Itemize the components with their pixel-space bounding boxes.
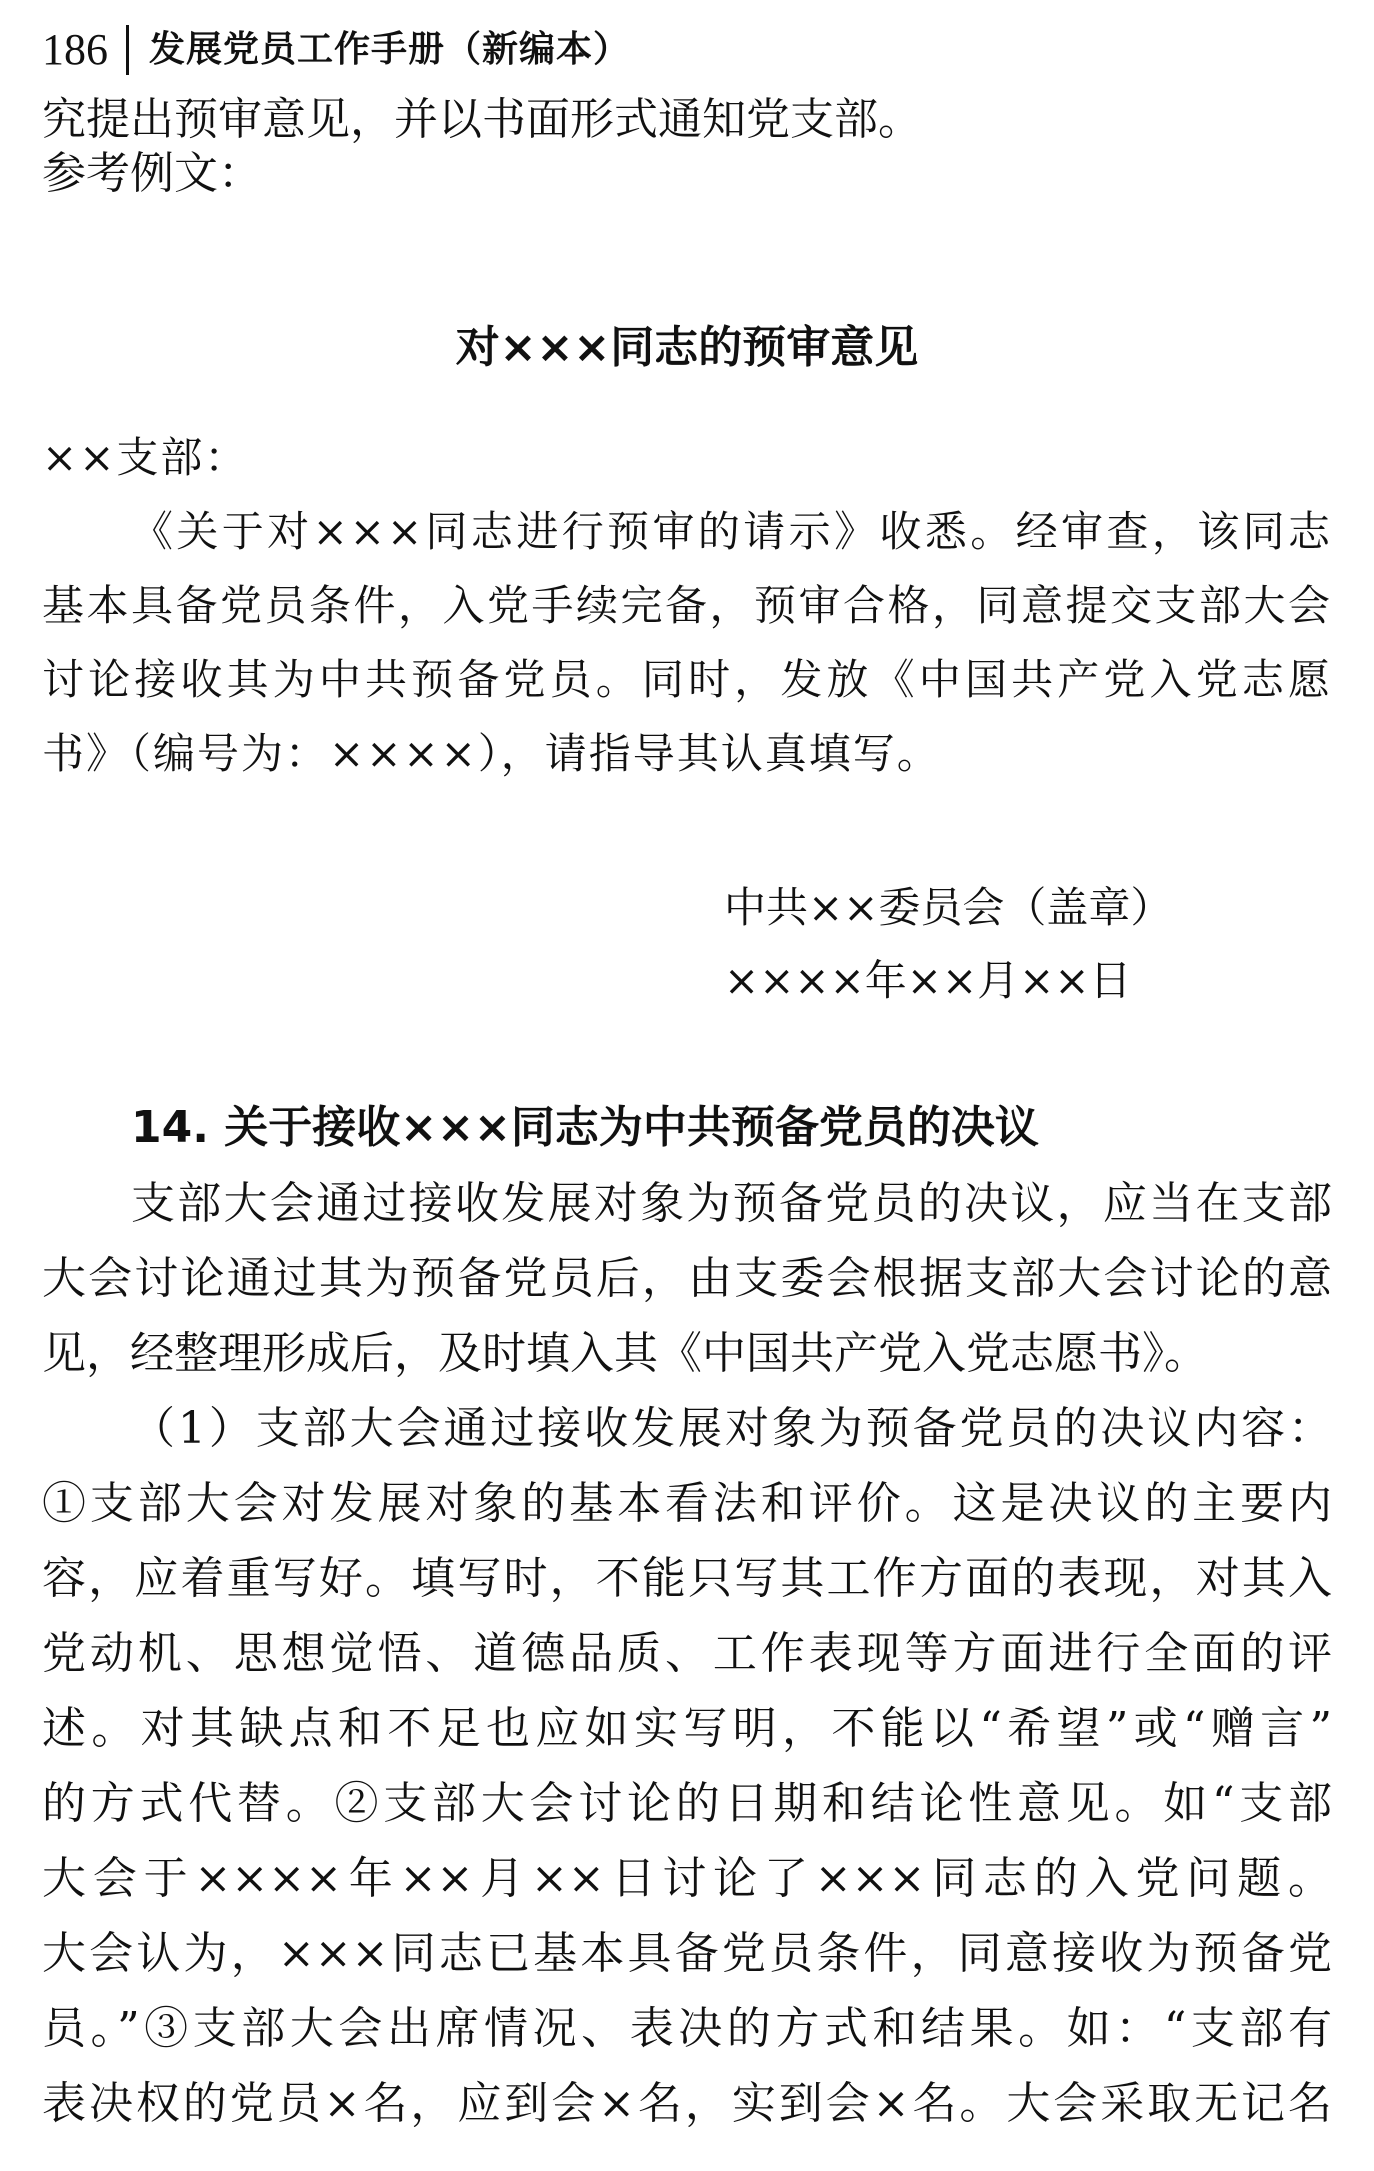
- section-text-line: 的方式代替。②支部大会讨论的日期和结论性意见。如“支部: [42, 1778, 1332, 1829]
- section-text-line: 支部大会通过接收发展对象为预备党员的决议，应当在支部: [131, 1178, 1332, 1229]
- section-text-line: 述。对其缺点和不足也应如实写明，不能以“希望”或“赠言”: [42, 1703, 1332, 1754]
- section-text-line: 见，经整理形成后，及时填入其《中国共产党入党志愿书》。: [42, 1328, 1208, 1379]
- section-text-line: 大会讨论通过其为预备党员后，由支委会根据支部大会讨论的意: [42, 1253, 1332, 1304]
- example-body-line: 《关于对×××同志进行预审的请示》收悉。经审查，该同志: [131, 507, 1332, 556]
- section-text-line: ①支部大会对发展对象的基本看法和评价。这是决议的主要内: [42, 1478, 1332, 1529]
- running-title: 发展党员工作手册（新编本）: [149, 29, 631, 70]
- section-text-line: 表决权的党员×名，应到会×名，实到会×名。大会采取无记名: [42, 2078, 1332, 2129]
- section-text-line: 容，应着重写好。填写时，不能只写其工作方面的表现，对其入: [42, 1553, 1332, 1604]
- intro-label: 参考例文：: [42, 148, 262, 199]
- example-body-line: 书》（编号为：××××），请指导其认真填写。: [42, 729, 941, 778]
- example-salutation: ××支部：: [42, 433, 249, 482]
- header-divider: [126, 25, 129, 75]
- section-text-line: 大会认为，×××同志已基本具备党员条件，同意接收为预备党: [42, 1928, 1332, 1979]
- example-title: 对×××同志的预审意见: [455, 322, 919, 373]
- signature-org: 中共××委员会（盖章）: [724, 883, 1173, 932]
- page-header: [42, 22, 630, 78]
- example-body-line: 基本具备党员条件，入党手续完备，预审合格，同意提交支部大会: [42, 581, 1332, 630]
- section-heading: 14. 关于接收×××同志为中共预备党员的决议: [131, 1102, 1039, 1153]
- section-text-line: （1）支部大会通过接收发展对象为预备党员的决议内容：: [131, 1403, 1332, 1454]
- intro-line: 究提出预审意见，并以书面形式通知党支部。: [42, 94, 922, 145]
- section-text-line: 党动机、思想觉悟、道德品质、工作表现等方面进行全面的评: [42, 1628, 1332, 1679]
- page-number: 186: [42, 25, 108, 74]
- section-text-line: 员。”③支部大会出席情况、表决的方式和结果。如：“支部有: [42, 2003, 1332, 2054]
- example-body-line: 讨论接收其为中共预备党员。同时，发放《中国共产党入党志愿: [42, 655, 1332, 704]
- section-text-line: 大会于××××年××月××日讨论了×××同志的入党问题。: [42, 1853, 1332, 1904]
- signature-date: ××××年××月××日: [724, 956, 1132, 1005]
